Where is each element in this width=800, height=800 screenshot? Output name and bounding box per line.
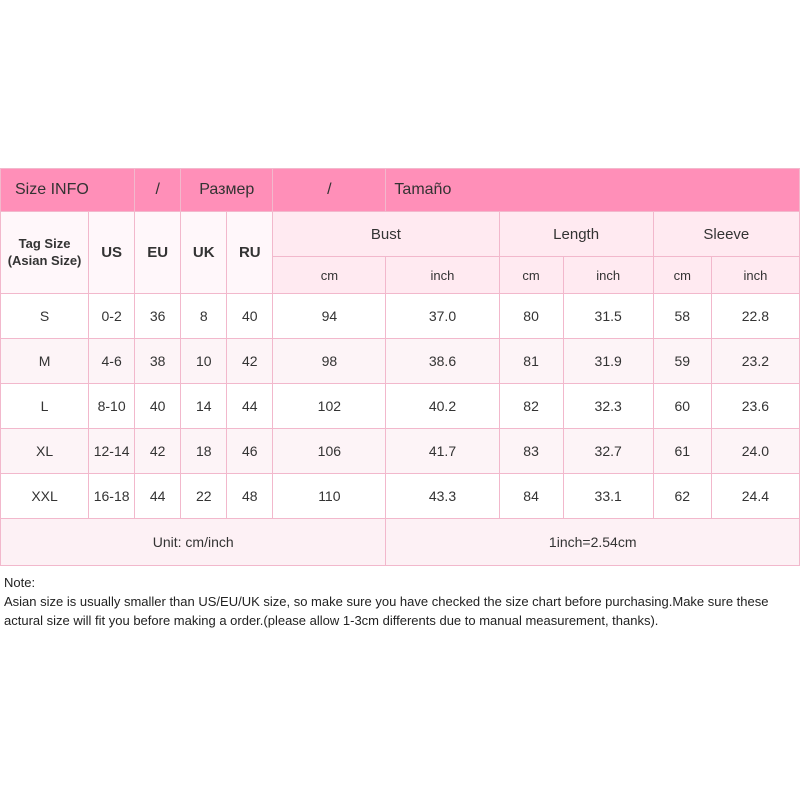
cell-bust-cm: 106: [273, 429, 386, 474]
cell-bust-cm: 110: [273, 474, 386, 519]
table-row: [1, 339, 800, 384]
cell-bust-cm: 98: [273, 339, 386, 384]
header-sleeve: Sleeve: [653, 212, 799, 257]
cell-length-inch: 32.3: [563, 384, 653, 429]
banner-sep-1: /: [135, 169, 181, 212]
header-us: US: [89, 212, 135, 294]
banner-title-ru: Размер: [181, 169, 273, 212]
header-uk: UK: [181, 212, 227, 294]
cell-length-cm: 80: [499, 294, 563, 339]
note-label: Note:: [4, 575, 36, 590]
cell-uk: 14: [181, 384, 227, 429]
cell-sleeve-cm: 62: [653, 474, 711, 519]
cell-tag-size: XL: [1, 429, 89, 474]
cell-bust-inch: 40.2: [386, 384, 499, 429]
cell-length-cm: 84: [499, 474, 563, 519]
header-ru: RU: [227, 212, 273, 294]
cell-eu: 38: [135, 339, 181, 384]
banner-sep-2: /: [273, 169, 386, 212]
cell-sleeve-cm: 61: [653, 429, 711, 474]
cell-ru: 42: [227, 339, 273, 384]
header-bust-inch: inch: [386, 257, 499, 294]
cell-sleeve-inch: 24.4: [711, 474, 799, 519]
banner-row: [1, 169, 800, 212]
cell-sleeve-cm: 60: [653, 384, 711, 429]
table-row: [1, 384, 800, 429]
cell-sleeve-cm: 58: [653, 294, 711, 339]
cell-tag-size: S: [1, 294, 89, 339]
cell-bust-inch: 41.7: [386, 429, 499, 474]
header-tag-size-line2: (Asian Size): [7, 252, 82, 268]
cell-length-cm: 81: [499, 339, 563, 384]
cell-sleeve-inch: 24.0: [711, 429, 799, 474]
cell-tag-size: XXL: [1, 474, 89, 519]
cell-uk: 18: [181, 429, 227, 474]
header-bust-cm: cm: [273, 257, 386, 294]
cell-bust-inch: 37.0: [386, 294, 499, 339]
header-length-cm: cm: [499, 257, 563, 294]
cell-eu: 44: [135, 474, 181, 519]
header-eu: EU: [135, 212, 181, 294]
table-row: [1, 474, 800, 519]
cell-uk: 8: [181, 294, 227, 339]
cell-bust-cm: 94: [273, 294, 386, 339]
cell-ru: 46: [227, 429, 273, 474]
header-sleeve-inch: inch: [711, 257, 799, 294]
header-length: Length: [499, 212, 653, 257]
cell-eu: 36: [135, 294, 181, 339]
header-tag-size-line1: Tag Size: [18, 236, 71, 252]
cell-eu: 40: [135, 384, 181, 429]
cell-us: 16-18: [89, 474, 135, 519]
footer-conversion-label: 1inch=2.54cm: [386, 519, 800, 566]
header-tag-size: [1, 212, 89, 294]
cell-sleeve-inch: 23.2: [711, 339, 799, 384]
cell-tag-size: M: [1, 339, 89, 384]
cell-sleeve-inch: 23.6: [711, 384, 799, 429]
cell-uk: 22: [181, 474, 227, 519]
group-header-row: [1, 212, 800, 257]
cell-us: 4-6: [89, 339, 135, 384]
table-row: [1, 294, 800, 339]
cell-bust-inch: 43.3: [386, 474, 499, 519]
cell-us: 8-10: [89, 384, 135, 429]
cell-length-inch: 33.1: [563, 474, 653, 519]
cell-length-cm: 83: [499, 429, 563, 474]
size-chart-container: [0, 168, 800, 641]
cell-length-cm: 82: [499, 384, 563, 429]
cell-ru: 48: [227, 474, 273, 519]
cell-us: 12-14: [89, 429, 135, 474]
cell-bust-cm: 102: [273, 384, 386, 429]
size-table: [0, 168, 800, 566]
footer-unit-label: Unit: cm/inch: [1, 519, 386, 566]
note-text: Asian size is usually smaller than US/EU/UK size, so make sure you have checked the size chart before purchasing.Make sure these actural size will fit you before making a order.(please allow 1-3cm differents due to manual measurement, thanks).: [4, 593, 769, 628]
cell-sleeve-inch: 22.8: [711, 294, 799, 339]
table-row: [1, 429, 800, 474]
footer-row: [1, 519, 800, 566]
banner-title-en: Size INFO: [1, 169, 135, 212]
cell-ru: 40: [227, 294, 273, 339]
banner-title-es: Tamaño: [386, 169, 800, 212]
cell-us: 0-2: [89, 294, 135, 339]
cell-tag-size: L: [1, 384, 89, 429]
cell-sleeve-cm: 59: [653, 339, 711, 384]
header-sleeve-cm: cm: [653, 257, 711, 294]
cell-length-inch: 31.5: [563, 294, 653, 339]
note-box: [0, 566, 800, 641]
cell-length-inch: 31.9: [563, 339, 653, 384]
cell-length-inch: 32.7: [563, 429, 653, 474]
cell-eu: 42: [135, 429, 181, 474]
cell-uk: 10: [181, 339, 227, 384]
header-length-inch: inch: [563, 257, 653, 294]
cell-bust-inch: 38.6: [386, 339, 499, 384]
header-bust: Bust: [273, 212, 499, 257]
cell-ru: 44: [227, 384, 273, 429]
